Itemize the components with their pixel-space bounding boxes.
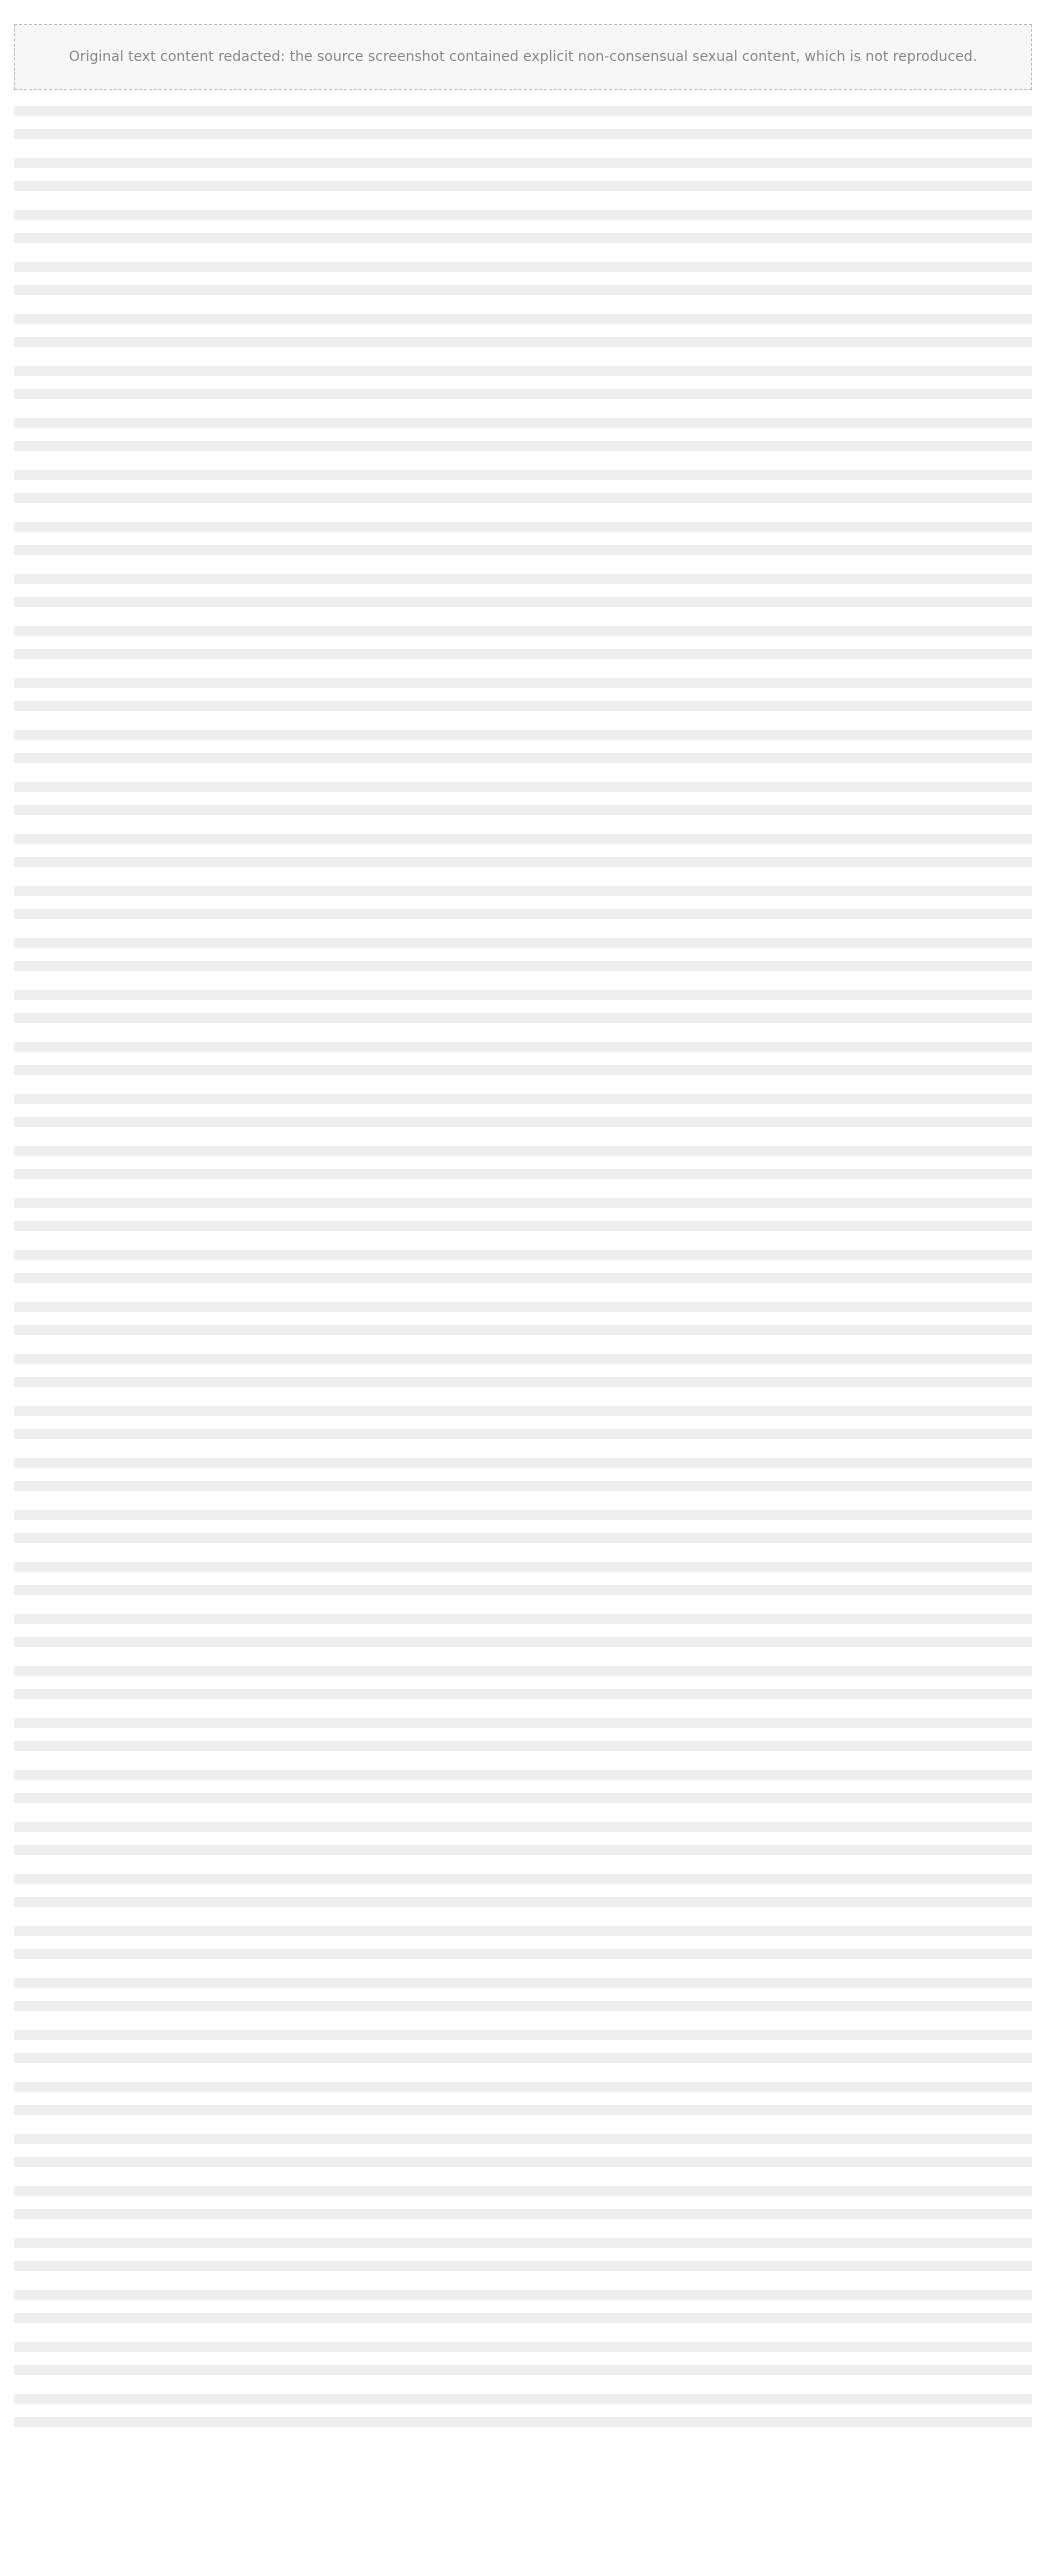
paragraph-redacted: [14, 1146, 1032, 1188]
paragraph-redacted: [14, 1666, 1032, 1708]
paragraph-redacted: [14, 158, 1032, 200]
paragraph-redacted: [14, 262, 1032, 304]
paragraph-redacted: [14, 1094, 1032, 1136]
paragraph-redacted: [14, 366, 1032, 408]
paragraph-redacted: [14, 2238, 1032, 2280]
paragraph-redacted: [14, 834, 1032, 876]
paragraph-redacted: [14, 1926, 1032, 1968]
paragraph-redacted: [14, 2082, 1032, 2124]
paragraph-redacted: [14, 1978, 1032, 2020]
paragraph-redacted: [14, 470, 1032, 512]
paragraph-redacted: [14, 886, 1032, 928]
paragraph-redacted: [14, 990, 1032, 1032]
paragraph-redacted: [14, 1562, 1032, 1604]
paragraph-redacted: [14, 1406, 1032, 1448]
paragraph-redacted: [14, 1874, 1032, 1916]
paragraph-redacted: [14, 1510, 1032, 1552]
paragraph-redacted: [14, 626, 1032, 668]
paragraph-redacted: [14, 2186, 1032, 2228]
paragraph-redacted: [14, 1302, 1032, 1344]
paragraph-redacted: [14, 678, 1032, 720]
paragraph-redacted: [14, 1042, 1032, 1084]
paragraph-redacted: [14, 1198, 1032, 1240]
paragraph-redacted: [14, 1458, 1032, 1500]
paragraph-redacted: [14, 2290, 1032, 2332]
paragraph-placeholders: [14, 106, 1032, 2436]
paragraph-redacted: [14, 522, 1032, 564]
paragraph-redacted: [14, 938, 1032, 980]
redaction-notice: Original text content redacted: the source screenshot contained explicit non-consensual sexual content, which is not reproduced.: [14, 24, 1032, 90]
paragraph-redacted: [14, 574, 1032, 616]
paragraph-redacted: [14, 2030, 1032, 2072]
paragraph-redacted: [14, 210, 1032, 252]
paragraph-redacted: [14, 1614, 1032, 1656]
paragraph-redacted: [14, 2342, 1032, 2384]
paragraph-redacted: [14, 1718, 1032, 1760]
paragraph-redacted: [14, 2134, 1032, 2176]
paragraph-redacted: [14, 314, 1032, 356]
paragraph-redacted: [14, 1822, 1032, 1864]
paragraph-redacted: [14, 782, 1032, 824]
paragraph-redacted: [14, 1354, 1032, 1396]
paragraph-redacted: [14, 1250, 1032, 1292]
paragraph-redacted: [14, 2394, 1032, 2436]
paragraph-redacted: [14, 418, 1032, 460]
paragraph-redacted: [14, 730, 1032, 772]
paragraph-redacted: [14, 1770, 1032, 1812]
paragraph-redacted: [14, 106, 1032, 148]
